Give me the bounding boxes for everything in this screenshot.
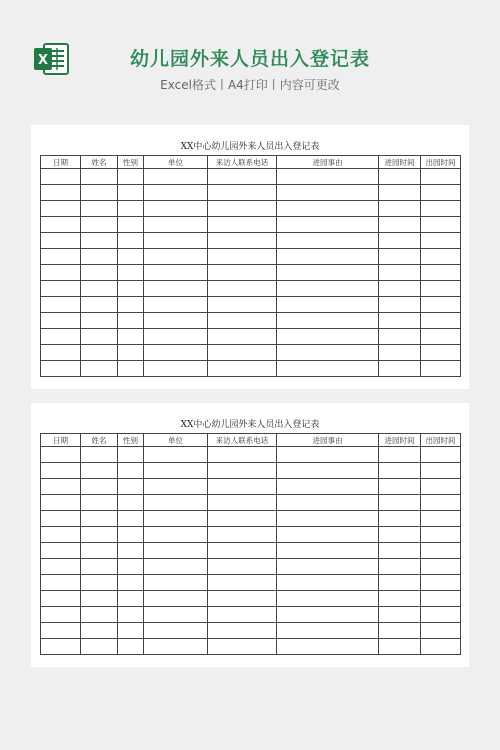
table-cell[interactable] xyxy=(81,297,118,313)
table-row xyxy=(41,479,461,495)
table-cell[interactable] xyxy=(144,329,208,345)
table-cell[interactable] xyxy=(379,233,421,249)
table-cell[interactable] xyxy=(81,329,118,345)
table-cell[interactable] xyxy=(41,233,81,249)
table-cell[interactable] xyxy=(41,297,81,313)
table-cell[interactable] xyxy=(277,639,379,655)
table-cell[interactable] xyxy=(421,217,461,233)
table-cell[interactable] xyxy=(421,169,461,185)
table-cell[interactable] xyxy=(421,281,461,297)
table-cell[interactable] xyxy=(208,463,277,479)
table-cell[interactable] xyxy=(208,543,277,559)
table-cell[interactable] xyxy=(421,201,461,217)
table-cell[interactable] xyxy=(81,575,118,591)
table-cell[interactable] xyxy=(277,345,379,361)
table-cell[interactable] xyxy=(81,361,118,377)
table-header-row xyxy=(41,434,461,447)
table-cell[interactable] xyxy=(379,201,421,217)
table-cell[interactable] xyxy=(144,345,208,361)
table-row xyxy=(41,495,461,511)
table-cell[interactable] xyxy=(118,313,144,329)
table-cell[interactable] xyxy=(277,265,379,281)
table-cell[interactable] xyxy=(208,233,277,249)
table-cell[interactable] xyxy=(379,281,421,297)
table-cell[interactable] xyxy=(421,527,461,543)
table-cell[interactable] xyxy=(118,345,144,361)
table-cell[interactable] xyxy=(118,249,144,265)
table-cell[interactable] xyxy=(208,361,277,377)
table-cell[interactable] xyxy=(421,447,461,463)
table-cell[interactable] xyxy=(277,511,379,527)
page-title: 幼儿园外来人员出入登记表 xyxy=(129,48,370,70)
table-cell[interactable] xyxy=(208,591,277,607)
table-cell[interactable] xyxy=(208,265,277,281)
table-cell[interactable] xyxy=(208,217,277,233)
column-header: 性别 xyxy=(118,156,144,169)
table-cell[interactable] xyxy=(379,169,421,185)
table-cell[interactable] xyxy=(277,463,379,479)
table-cell[interactable] xyxy=(118,607,144,623)
table-row xyxy=(41,591,461,607)
table-row xyxy=(41,639,461,655)
page-subtitle: Excel格式丨A4打印丨内容可更改 xyxy=(160,78,340,92)
sheet-title: XX中心幼儿园外来人员出入登记表 xyxy=(180,142,320,152)
table-row xyxy=(41,623,461,639)
column-header: 日期 xyxy=(41,156,81,169)
table-cell[interactable] xyxy=(208,169,277,185)
table-cell[interactable] xyxy=(144,591,208,607)
table-cell[interactable] xyxy=(208,575,277,591)
table-cell[interactable] xyxy=(379,607,421,623)
table-cell[interactable] xyxy=(41,575,81,591)
table-cell[interactable] xyxy=(379,623,421,639)
table-cell[interactable] xyxy=(208,479,277,495)
table-cell[interactable] xyxy=(208,281,277,297)
table-row xyxy=(41,249,461,265)
table-cell[interactable] xyxy=(208,185,277,201)
table-cell[interactable] xyxy=(208,511,277,527)
table-cell[interactable] xyxy=(277,201,379,217)
table-cell[interactable] xyxy=(277,281,379,297)
table-cell[interactable] xyxy=(118,233,144,249)
table-cell[interactable] xyxy=(144,217,208,233)
table-cell[interactable] xyxy=(421,639,461,655)
table-cell[interactable] xyxy=(41,361,81,377)
sheet-preview-2 xyxy=(31,403,469,667)
table-row xyxy=(41,559,461,575)
table-row xyxy=(41,169,461,185)
table-cell[interactable] xyxy=(118,591,144,607)
table-cell[interactable] xyxy=(41,511,81,527)
table-cell[interactable] xyxy=(81,463,118,479)
table-cell[interactable] xyxy=(144,463,208,479)
table-cell[interactable] xyxy=(81,185,118,201)
table-cell[interactable] xyxy=(379,527,421,543)
table-cell[interactable] xyxy=(118,559,144,575)
table-cell[interactable] xyxy=(118,361,144,377)
table-cell[interactable] xyxy=(41,201,81,217)
table-cell[interactable] xyxy=(81,607,118,623)
column-header: 进园事由 xyxy=(277,434,379,447)
table-cell[interactable] xyxy=(208,201,277,217)
table-cell[interactable] xyxy=(421,345,461,361)
table-cell[interactable] xyxy=(144,623,208,639)
table-cell[interactable] xyxy=(118,169,144,185)
table-cell[interactable] xyxy=(421,463,461,479)
table-cell[interactable] xyxy=(277,527,379,543)
table-cell[interactable] xyxy=(379,575,421,591)
table-cell[interactable] xyxy=(81,249,118,265)
table-row xyxy=(41,575,461,591)
table-cell[interactable] xyxy=(421,297,461,313)
table-cell[interactable] xyxy=(208,623,277,639)
table-cell[interactable] xyxy=(41,479,81,495)
table-cell[interactable] xyxy=(208,313,277,329)
table-cell[interactable] xyxy=(41,169,81,185)
table-cell[interactable] xyxy=(118,281,144,297)
table-cell[interactable] xyxy=(41,559,81,575)
table-cell[interactable] xyxy=(208,527,277,543)
table-cell[interactable] xyxy=(208,345,277,361)
table-cell[interactable] xyxy=(118,447,144,463)
table-cell[interactable] xyxy=(81,495,118,511)
column-header: 进园时间 xyxy=(379,156,421,169)
table-cell[interactable] xyxy=(81,313,118,329)
table-cell[interactable] xyxy=(41,495,81,511)
table-cell[interactable] xyxy=(81,281,118,297)
table-cell[interactable] xyxy=(41,249,81,265)
table-row xyxy=(41,463,461,479)
table-cell[interactable] xyxy=(41,345,81,361)
svg-text:X: X xyxy=(37,53,49,68)
table-cell[interactable] xyxy=(379,639,421,655)
table-header-row xyxy=(41,156,461,169)
table-row xyxy=(41,607,461,623)
table-cell[interactable] xyxy=(81,233,118,249)
table-row xyxy=(41,345,461,361)
log-table xyxy=(40,155,461,377)
table-cell[interactable] xyxy=(41,313,81,329)
table-cell[interactable] xyxy=(379,185,421,201)
table-cell[interactable] xyxy=(208,639,277,655)
table-cell[interactable] xyxy=(118,265,144,281)
table-cell[interactable] xyxy=(379,361,421,377)
table-cell[interactable] xyxy=(144,249,208,265)
table-cell[interactable] xyxy=(41,639,81,655)
table-cell[interactable] xyxy=(118,201,144,217)
table-cell[interactable] xyxy=(144,511,208,527)
table-cell[interactable] xyxy=(41,217,81,233)
table-cell[interactable] xyxy=(379,249,421,265)
column-header: 进园事由 xyxy=(277,156,379,169)
table-cell[interactable] xyxy=(277,313,379,329)
table-cell[interactable] xyxy=(118,543,144,559)
table-row xyxy=(41,185,461,201)
table-row xyxy=(41,447,461,463)
table-cell[interactable] xyxy=(144,575,208,591)
table-row xyxy=(41,361,461,377)
table-cell[interactable] xyxy=(421,265,461,281)
table-cell[interactable] xyxy=(81,623,118,639)
table-cell[interactable] xyxy=(379,345,421,361)
table-cell[interactable] xyxy=(118,527,144,543)
table-cell[interactable] xyxy=(379,447,421,463)
table-row xyxy=(41,543,461,559)
table-cell[interactable] xyxy=(41,543,81,559)
column-header: 出园时间 xyxy=(421,156,461,169)
table-cell[interactable] xyxy=(277,607,379,623)
column-header: 出园时间 xyxy=(421,434,461,447)
table-cell[interactable] xyxy=(118,495,144,511)
table-body xyxy=(41,169,461,377)
table-row xyxy=(41,527,461,543)
table-cell[interactable] xyxy=(41,447,81,463)
table-cell[interactable] xyxy=(81,265,118,281)
table-cell[interactable] xyxy=(379,543,421,559)
sheet-preview-1 xyxy=(31,125,469,389)
table-cell[interactable] xyxy=(118,329,144,345)
table-cell[interactable] xyxy=(144,495,208,511)
table-cell[interactable] xyxy=(81,345,118,361)
table-cell[interactable] xyxy=(379,479,421,495)
table-cell[interactable] xyxy=(277,185,379,201)
table-cell[interactable] xyxy=(118,185,144,201)
table-cell[interactable] xyxy=(208,495,277,511)
table-cell[interactable] xyxy=(421,313,461,329)
table-cell[interactable] xyxy=(144,201,208,217)
table-cell[interactable] xyxy=(379,217,421,233)
table-cell[interactable] xyxy=(144,639,208,655)
table-cell[interactable] xyxy=(41,607,81,623)
table-cell[interactable] xyxy=(379,495,421,511)
table-cell[interactable] xyxy=(118,639,144,655)
table-cell[interactable] xyxy=(144,527,208,543)
table-cell[interactable] xyxy=(144,479,208,495)
table-cell[interactable] xyxy=(379,591,421,607)
table-cell[interactable] xyxy=(277,543,379,559)
column-header: 来访人联系电话 xyxy=(208,156,277,169)
table-cell[interactable] xyxy=(277,233,379,249)
table-cell[interactable] xyxy=(118,623,144,639)
column-header: 姓名 xyxy=(81,434,118,447)
table-cell[interactable] xyxy=(81,527,118,543)
table-cell[interactable] xyxy=(118,463,144,479)
table-cell[interactable] xyxy=(421,185,461,201)
table-cell[interactable] xyxy=(208,559,277,575)
table-cell[interactable] xyxy=(41,185,81,201)
table-cell[interactable] xyxy=(41,265,81,281)
table-cell[interactable] xyxy=(41,463,81,479)
table-cell[interactable] xyxy=(421,559,461,575)
column-header: 日期 xyxy=(41,434,81,447)
table-cell[interactable] xyxy=(81,591,118,607)
table-cell[interactable] xyxy=(118,575,144,591)
table-cell[interactable] xyxy=(421,233,461,249)
table-cell[interactable] xyxy=(421,575,461,591)
column-header: 性别 xyxy=(118,434,144,447)
table-cell[interactable] xyxy=(41,329,81,345)
table-cell[interactable] xyxy=(379,313,421,329)
table-cell[interactable] xyxy=(277,297,379,313)
table-row xyxy=(41,297,461,313)
table-row xyxy=(41,201,461,217)
table-cell[interactable] xyxy=(277,591,379,607)
table-cell[interactable] xyxy=(208,607,277,623)
table-cell[interactable] xyxy=(421,511,461,527)
table-cell[interactable] xyxy=(118,297,144,313)
column-header: 单位 xyxy=(144,434,208,447)
log-table xyxy=(40,433,461,655)
table-cell[interactable] xyxy=(379,559,421,575)
table-cell[interactable] xyxy=(144,607,208,623)
table-cell[interactable] xyxy=(277,329,379,345)
table-cell[interactable] xyxy=(277,217,379,233)
table-cell[interactable] xyxy=(208,249,277,265)
table-cell[interactable] xyxy=(118,479,144,495)
table-cell[interactable] xyxy=(41,527,81,543)
table-cell[interactable] xyxy=(379,297,421,313)
table-cell[interactable] xyxy=(144,297,208,313)
table-cell[interactable] xyxy=(41,281,81,297)
column-header: 进园时间 xyxy=(379,434,421,447)
table-row xyxy=(41,511,461,527)
table-row xyxy=(41,281,461,297)
table-cell[interactable] xyxy=(144,313,208,329)
table-cell[interactable] xyxy=(208,447,277,463)
table-cell[interactable] xyxy=(277,559,379,575)
table-cell[interactable] xyxy=(208,329,277,345)
table-cell[interactable] xyxy=(144,447,208,463)
table-cell[interactable] xyxy=(144,543,208,559)
table-cell[interactable] xyxy=(277,479,379,495)
column-header: 姓名 xyxy=(81,156,118,169)
table-cell[interactable] xyxy=(277,495,379,511)
table-cell[interactable] xyxy=(81,639,118,655)
sheet-title: XX中心幼儿园外来人员出入登记表 xyxy=(180,420,320,430)
table-cell[interactable] xyxy=(144,265,208,281)
table-cell[interactable] xyxy=(421,591,461,607)
table-cell[interactable] xyxy=(277,249,379,265)
table-cell[interactable] xyxy=(81,201,118,217)
table-cell[interactable] xyxy=(81,169,118,185)
table-cell[interactable] xyxy=(118,511,144,527)
column-header: 来访人联系电话 xyxy=(208,434,277,447)
table-cell[interactable] xyxy=(144,169,208,185)
table-cell[interactable] xyxy=(379,265,421,281)
table-cell[interactable] xyxy=(81,217,118,233)
table-cell[interactable] xyxy=(81,479,118,495)
table-cell[interactable] xyxy=(421,543,461,559)
table-cell[interactable] xyxy=(144,361,208,377)
table-cell[interactable] xyxy=(144,281,208,297)
table-row xyxy=(41,265,461,281)
table-cell[interactable] xyxy=(379,329,421,345)
table-cell[interactable] xyxy=(81,543,118,559)
table-cell[interactable] xyxy=(208,297,277,313)
table-row xyxy=(41,329,461,345)
table-cell[interactable] xyxy=(81,511,118,527)
table-cell[interactable] xyxy=(277,361,379,377)
table-cell[interactable] xyxy=(144,559,208,575)
table-cell[interactable] xyxy=(81,559,118,575)
column-header: 单位 xyxy=(144,156,208,169)
table-cell[interactable] xyxy=(41,623,81,639)
table-cell[interactable] xyxy=(421,329,461,345)
table-cell[interactable] xyxy=(277,575,379,591)
table-body xyxy=(41,447,461,655)
table-cell[interactable] xyxy=(144,185,208,201)
table-row xyxy=(41,313,461,329)
table-cell[interactable] xyxy=(144,233,208,249)
table-cell[interactable] xyxy=(421,607,461,623)
page-header xyxy=(0,0,500,110)
table-cell[interactable] xyxy=(421,361,461,377)
table-cell[interactable] xyxy=(81,447,118,463)
table-cell[interactable] xyxy=(421,495,461,511)
table-cell[interactable] xyxy=(421,249,461,265)
table-cell[interactable] xyxy=(277,169,379,185)
table-cell[interactable] xyxy=(277,623,379,639)
table-cell[interactable] xyxy=(118,217,144,233)
table-cell[interactable] xyxy=(379,511,421,527)
table-cell[interactable] xyxy=(277,447,379,463)
table-cell[interactable] xyxy=(379,463,421,479)
table-cell[interactable] xyxy=(421,479,461,495)
table-cell[interactable] xyxy=(41,591,81,607)
table-row xyxy=(41,233,461,249)
table-cell[interactable] xyxy=(421,623,461,639)
table-row xyxy=(41,217,461,233)
